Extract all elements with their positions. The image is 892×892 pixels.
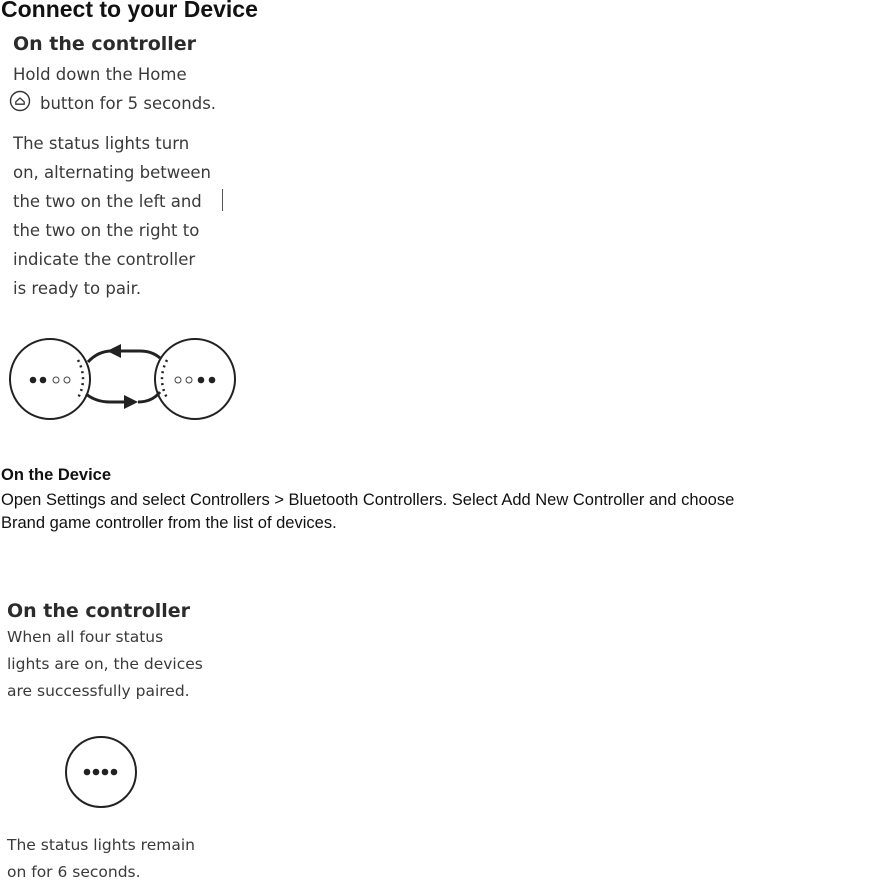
step2-line: Open Settings and select Controllers > Bluetooth Controllers. Select Add New Controller and choose	[1, 491, 735, 509]
step2-heading: On the Device	[1, 466, 112, 484]
step2-line: Brand game controller from the list of devices.	[1, 514, 337, 532]
status-line: the two on the right to	[13, 221, 200, 240]
status-line: the two on the left and	[13, 192, 202, 211]
step3-line: When all four status	[7, 628, 164, 646]
status-line: The status lights turn	[13, 134, 190, 153]
step1-status-text	[13, 129, 211, 303]
step1-heading: On the controller	[13, 33, 197, 55]
status-line: indicate the controller	[13, 250, 196, 269]
step3-heading: On the controller	[7, 600, 191, 622]
alternating-lights-diagram	[0, 330, 250, 430]
step3-footer-line: on for 6 seconds.	[7, 863, 141, 881]
step2-text	[1, 489, 734, 535]
all-lights-on-diagram	[62, 734, 142, 814]
step3-footer-line: The status lights remain	[7, 836, 195, 854]
home-button-icon	[9, 90, 31, 112]
page-title: Connect to your Device	[1, 0, 258, 22]
text-cursor	[222, 189, 223, 211]
status-line: on, alternating between	[13, 163, 211, 182]
step3-line: lights are on, the devices	[7, 655, 203, 673]
step3-line: are successfully paired.	[7, 682, 190, 700]
step1-instruction	[13, 60, 187, 89]
step3-footer	[7, 832, 195, 886]
status-line: is ready to pair.	[13, 279, 142, 298]
step1-instruction-line2: button for 5 seconds.	[40, 94, 217, 113]
step3-text	[7, 624, 203, 705]
step1-instruction-line1: Hold down the Home	[13, 65, 187, 84]
